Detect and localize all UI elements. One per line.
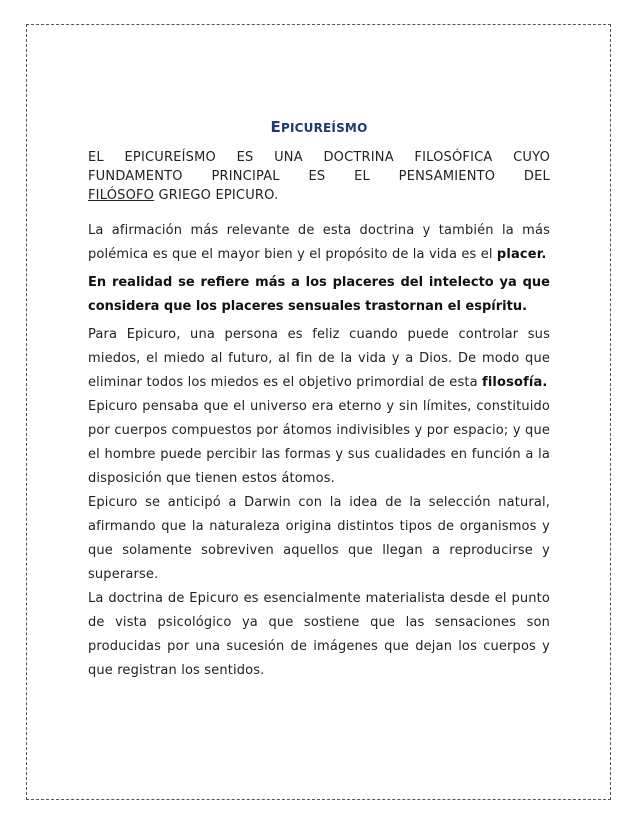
paragraph-universe: Epicuro pensaba que el universo era eterno y sin límites, constituido por cuerpos compuestos por átomos indivisibles y por espacio; y que el hombre puede percibir las formas y sus cualidades en función a la disposición que tienen estos átomos. bbox=[88, 399, 550, 486]
paragraph-fears bbox=[88, 323, 550, 395]
intro-line-3 bbox=[88, 186, 550, 205]
intro-line-2: FUNDAMENTO PRINCIPAL ES EL PENSAMIENTO DEL bbox=[88, 169, 550, 184]
philosophy-bold: filosofía. bbox=[482, 375, 548, 390]
intro-paragraph bbox=[88, 148, 550, 205]
document-title bbox=[88, 118, 550, 136]
philosopher-link[interactable]: FILÓSOFO bbox=[88, 188, 155, 203]
paragraph-darwin: Epicuro se anticipó a Darwin con la idea de la selección natural, afirmando que la naturaleza origina distintos tipos de organismos y que solamente sobreviven aquellos que llegan a reproducirse y superarse. bbox=[88, 495, 550, 582]
emphasis-paragraph: En realidad se refiere más a los placeres del intelecto ya que considera que los placeres sensuales trastornan el espíritu. bbox=[88, 275, 550, 314]
paragraph-pleasure bbox=[88, 219, 550, 267]
intro-line-1: EL EPICUREÍSMO ES UNA DOCTRINA FILOSÓFICA CUYO bbox=[88, 150, 550, 165]
document-content bbox=[88, 118, 550, 683]
paragraph-pleasure-text: La afirmación más relevante de esta doctrina y también la más polémica es que el mayor bien y el propósito de la vida es el bbox=[88, 223, 550, 262]
pleasure-bold: placer. bbox=[496, 247, 547, 262]
title-rest: PICUREÍSMO bbox=[280, 121, 368, 135]
paragraph-materialism: La doctrina de Epicuro es esencialmente materialista desde el punto de vista psicológico ya que sostiene que las sensaciones son producidas por una sucesión de imágenes que dejan los cuerpos y que registran los sentidos. bbox=[88, 591, 550, 678]
intro-line-3-rest: GRIEGO EPICURO. bbox=[154, 188, 279, 203]
title-first-letter: E bbox=[270, 118, 281, 136]
paragraph-fears-text: Para Epicuro, una persona es feliz cuando puede controlar sus miedos, el miedo al futuro, al fin de la vida y a Dios. De modo que eliminar todos los miedos es el objetivo primordial de esta bbox=[88, 327, 550, 390]
